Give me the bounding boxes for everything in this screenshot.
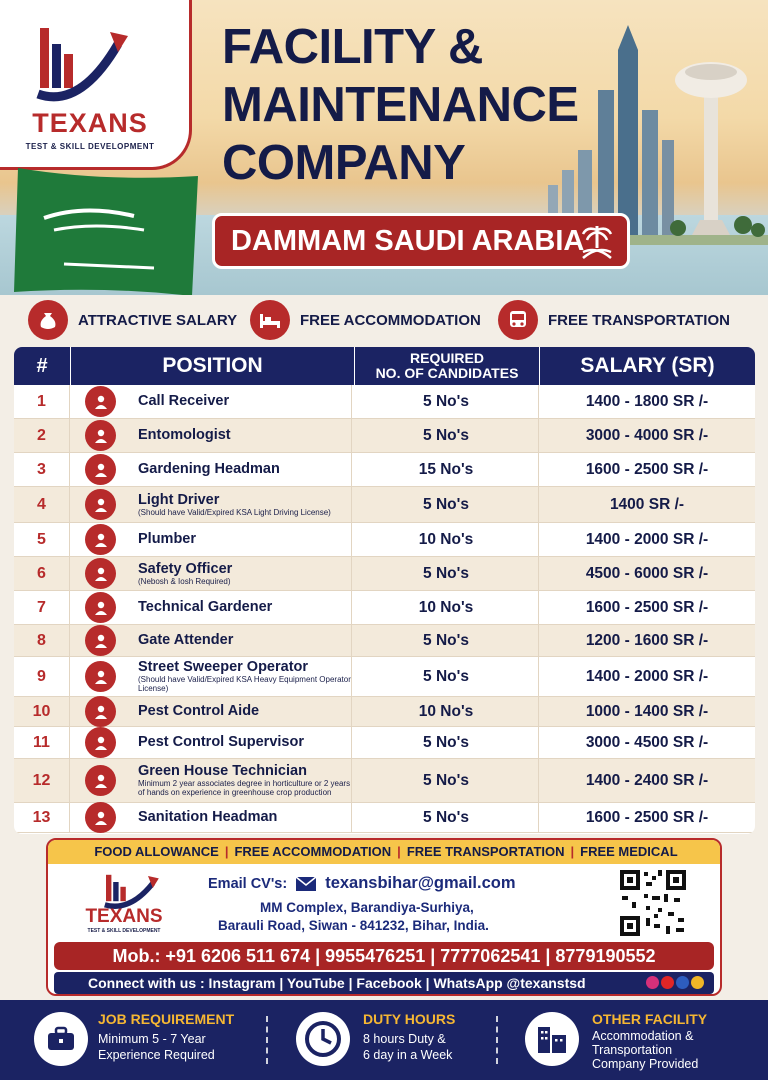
palm-swords-emblem-icon [577, 222, 617, 262]
row-count: 5 No's [354, 385, 539, 418]
row-salary: 1400 - 2000 SR /- [585, 530, 709, 548]
email-label: Email CV's: [208, 875, 288, 892]
row-position [138, 759, 352, 802]
footer-bar [0, 1000, 768, 1080]
footer-line: Minimum 5 - 7 Year [98, 1032, 206, 1046]
extra-benefit: FOOD ALLOWANCE [94, 844, 219, 859]
footer-line: 8 hours Duty & [363, 1032, 446, 1046]
header-position: POSITION [70, 347, 354, 385]
row-salary: 1600 - 2500 SR /- [585, 460, 709, 478]
table-row [14, 453, 755, 487]
positions-table [14, 347, 755, 834]
row-number: 12 [14, 759, 70, 802]
benefit-label: FREE ACCOMMODATION [300, 311, 481, 329]
row-number: 6 [14, 557, 70, 590]
row-salary: 1400 - 1800 SR /- [585, 392, 709, 410]
clock-icon [296, 1012, 350, 1066]
envelope-icon [295, 876, 317, 892]
benefits-strip [0, 296, 768, 346]
position-name: Technical Gardener [138, 599, 273, 615]
bus-icon [498, 300, 538, 340]
texans-logo-icon [30, 14, 130, 109]
table-row [14, 557, 755, 591]
row-icon-cell [85, 803, 117, 832]
sweeper-truck-icon [85, 661, 116, 692]
row-salary: 1400 - 2000 SR /- [585, 667, 709, 685]
row-position [138, 803, 352, 832]
table-header [14, 347, 755, 385]
footer-line: 6 day in a Week [363, 1048, 453, 1062]
row-count: 5 No's [354, 657, 539, 696]
table-row [14, 759, 755, 803]
row-number: 13 [14, 803, 70, 832]
qr-code-icon[interactable] [618, 868, 688, 938]
header-salary: SALARY (SR) [539, 347, 755, 385]
email-line [208, 874, 516, 893]
title-line: COMPANY [222, 136, 466, 190]
gate-icon [85, 625, 116, 656]
footer-line: Experience Required [98, 1048, 215, 1062]
row-icon-cell [85, 557, 117, 590]
row-icon-cell [85, 523, 117, 556]
address-line: MM Complex, Barandiya-Surhiya, [260, 900, 474, 915]
brand-name: TEXANS [32, 108, 148, 138]
header-required-line: NO. OF CANDIDATES [375, 365, 519, 381]
benefit-label: FREE TRANSPORTATION [548, 311, 730, 329]
table-row [14, 591, 755, 625]
facebook-icon[interactable] [676, 976, 689, 989]
row-salary: 3000 - 4500 SR /- [585, 733, 709, 751]
money-bag-icon [28, 300, 68, 340]
row-number: 7 [14, 591, 70, 624]
row-number: 8 [14, 625, 70, 656]
position-note: (Should have Valid/Expired KSA Heavy Equipment Operator License) [138, 675, 351, 693]
bug-icon [85, 420, 116, 451]
footer-line: Accommodation & [592, 1029, 694, 1043]
benefit-label: ATTRACTIVE SALARY [78, 311, 238, 329]
saudi-flag-icon [14, 168, 198, 295]
footer-divider [266, 1016, 268, 1064]
shield-icon [85, 558, 116, 589]
benefit-item [498, 300, 730, 340]
table-row [14, 697, 755, 727]
row-count: 5 No's [354, 727, 539, 758]
instagram-icon[interactable] [646, 976, 659, 989]
row-count: 10 No's [354, 697, 539, 726]
position-note: (Nebosh & Iosh Required) [138, 576, 231, 586]
row-position [138, 453, 352, 486]
row-count: 10 No's [354, 523, 539, 556]
whatsapp-icon[interactable] [691, 976, 704, 989]
contact-brand-name: TEXANS [85, 906, 163, 927]
row-number: 9 [14, 657, 70, 696]
row-salary: 1400 - 2400 SR /- [585, 771, 709, 789]
position-name: Sanitation Headman [138, 809, 278, 825]
title-line: FACILITY & [222, 20, 483, 74]
brand-tagline: TEST & SKILL DEVELOPMENT [25, 142, 155, 151]
position-name: Plumber [138, 531, 197, 547]
row-icon-cell [85, 591, 117, 624]
row-salary: 1600 - 2500 SR /- [585, 598, 709, 616]
footer-line: Transportation [592, 1043, 673, 1057]
footer-text [363, 1031, 452, 1063]
row-icon-cell [85, 759, 117, 802]
row-count: 5 No's [354, 419, 539, 452]
position-name: Light Driver [138, 491, 220, 508]
table-row [14, 385, 755, 419]
row-icon-cell [85, 385, 117, 418]
position-name: Pest Control Aide [138, 703, 260, 719]
social-icons [646, 976, 704, 989]
header-required [354, 347, 539, 385]
row-position [138, 591, 352, 624]
row-position [138, 727, 352, 758]
table-row [14, 625, 755, 657]
row-number: 4 [14, 487, 70, 522]
row-salary: 1200 - 1600 SR /- [585, 631, 709, 649]
cleaner-icon [85, 802, 116, 833]
location-text: DAMMAM SAUDI ARABIA [231, 225, 585, 257]
mobile-numbers-bar[interactable]: Mob.: +91 6206 511 674 | 9955476251 | 7777062541 | 8779190552 [54, 942, 714, 970]
table-row [14, 523, 755, 557]
row-icon-cell [85, 657, 117, 696]
row-number: 2 [14, 419, 70, 452]
row-icon-cell [85, 625, 117, 656]
position-name: Gate Attender [138, 632, 234, 648]
footer-text [592, 1029, 698, 1071]
row-number: 11 [14, 727, 70, 758]
youtube-icon[interactable] [661, 976, 674, 989]
sprayer-icon [85, 696, 116, 727]
row-icon-cell [85, 487, 117, 522]
position-name: Green House Technician [138, 763, 307, 779]
row-position [138, 625, 352, 656]
row-salary: 3000 - 4000 SR /- [585, 426, 709, 444]
footer-line: Company Provided [592, 1057, 699, 1071]
benefit-item [28, 300, 237, 340]
position-name: Gardening Headman [138, 461, 280, 477]
position-name: Safety Officer [138, 560, 233, 577]
position-note: (Should have Valid/Expired KSA Light Driving License) [138, 507, 331, 517]
table-row [14, 487, 755, 523]
benefit-item [250, 300, 481, 340]
footer-divider [496, 1016, 498, 1064]
footer-text [98, 1031, 215, 1063]
row-number: 3 [14, 453, 70, 486]
address-line: Barauli Road, Siwan - 841232, Bihar, India. [218, 918, 489, 933]
footer-title: JOB REQUIREMENT [98, 1011, 235, 1027]
row-position [138, 523, 352, 556]
driver-icon [85, 489, 116, 520]
social-links-bar [54, 972, 714, 994]
extra-benefit: FREE ACCOMMODATION [234, 844, 392, 859]
position-name: Street Sweeper Operator [138, 659, 309, 675]
row-salary: 1600 - 2500 SR /- [585, 808, 709, 826]
briefcase-icon [34, 1012, 88, 1066]
hero-banner [0, 0, 768, 295]
supervisor-icon [85, 727, 116, 758]
footer-title: DUTY HOURS [363, 1011, 456, 1027]
buildings-icon [525, 1012, 579, 1066]
row-number: 5 [14, 523, 70, 556]
row-salary: 1400 SR /- [609, 495, 685, 513]
extra-benefit: FREE TRANSPORTATION [406, 844, 565, 859]
email-link[interactable]: texansbihar@gmail.com [325, 874, 516, 892]
row-icon-cell [85, 419, 117, 452]
position-name: Call Receiver [138, 393, 230, 409]
row-position [138, 487, 352, 522]
headset-icon [85, 386, 116, 417]
header-required-line: REQUIRED [410, 350, 484, 366]
row-position [138, 657, 352, 696]
row-icon-cell [85, 727, 117, 758]
faucet-icon [85, 524, 116, 555]
position-name: Entomologist [138, 427, 231, 443]
row-count: 5 No's [354, 803, 539, 832]
extra-benefit: FREE MEDICAL [580, 844, 678, 859]
header-number: # [36, 354, 48, 377]
contact-card [46, 838, 722, 996]
greenhouse-icon [85, 765, 116, 796]
row-count: 5 No's [354, 557, 539, 590]
row-number: 1 [14, 385, 70, 418]
row-salary: 4500 - 6000 SR /- [585, 564, 709, 582]
table-row [14, 803, 755, 833]
plant-pot-icon [85, 592, 116, 623]
location-banner [212, 213, 630, 269]
social-links[interactable]: Connect with us : Instagram | YouTube | Facebook | WhatsApp @texanstsd [88, 975, 586, 991]
table-row [14, 657, 755, 697]
contact-brand-tagline: TEST & SKILL DEVELOPMENT [87, 928, 161, 934]
row-icon-cell [85, 697, 117, 726]
page-title [222, 18, 579, 192]
row-position [138, 385, 352, 418]
row-position [138, 419, 352, 452]
table-row [14, 419, 755, 453]
row-count: 5 No's [354, 759, 539, 802]
row-count: 10 No's [354, 591, 539, 624]
row-number: 10 [14, 697, 70, 726]
bed-icon [250, 300, 290, 340]
row-position [138, 697, 352, 726]
leaf-icon [85, 454, 116, 485]
extra-benefits-bar: FOOD ALLOWANCE | FREE ACCOMMODATION | FREE TRANSPORTATION | FREE MEDICAL [48, 840, 722, 864]
row-count: 15 No's [354, 453, 539, 486]
row-count: 5 No's [354, 487, 539, 522]
row-icon-cell [85, 453, 117, 486]
row-salary: 1000 - 1400 SR /- [585, 702, 709, 720]
position-name: Pest Control Supervisor [138, 734, 304, 750]
brand-logo-panel [0, 0, 192, 170]
table-row [14, 727, 755, 759]
footer-title: OTHER FACILITY [592, 1011, 708, 1027]
position-note: Minimum 2 year associates degree in horticulture or 2 years of hands on experience in greenhouse crop production [138, 779, 351, 797]
row-count: 5 No's [354, 625, 539, 656]
row-position [138, 557, 352, 590]
title-line: MAINTENANCE [222, 78, 579, 132]
